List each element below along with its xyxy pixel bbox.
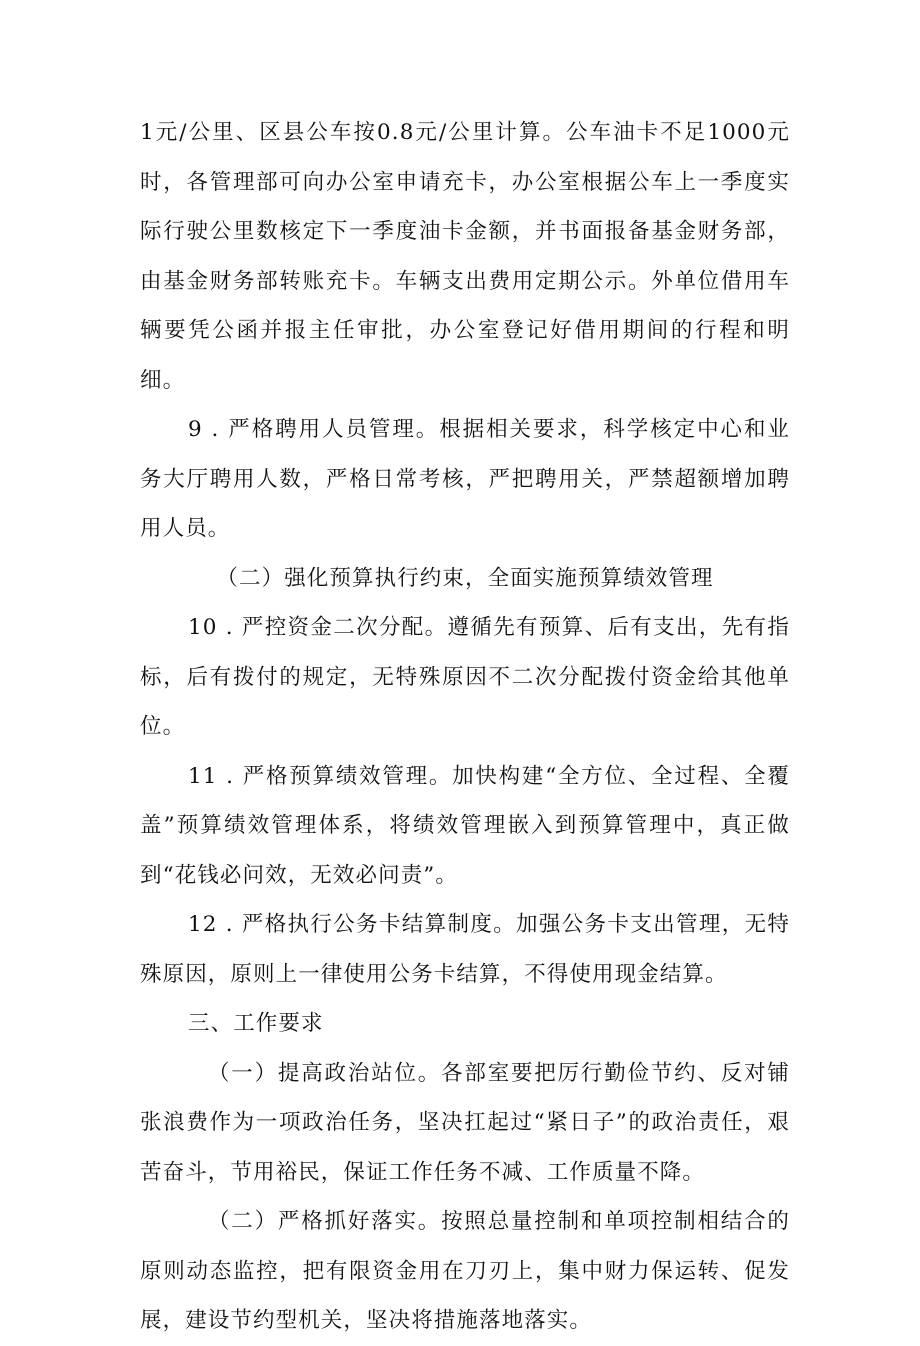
document-body — [140, 108, 790, 1346]
paragraph-vehicle-fuel-card: 1元/公里、区县公车按0.8元/公里计算。公车油卡不足1000元时，各管理部可向办公室申请充卡，办公室根据公车上一季度实际行驶公里数核定下一季度油卡金额，并书面报备基金财务部，由基金财务部转账充卡。车辆支出费用定期公示。外单位借用车辆要凭公函并报主任审批，办公室登记好借用期间的行程和明细。 — [140, 120, 790, 393]
section-heading-budget-execution: （二）强化预算执行约束，全面实施预算绩效管理 — [216, 565, 714, 591]
paragraph-item-9: 9 . 严格聘用人员管理。根据相关要求，科学核定中心和业务大厅聘用人数，严格日常考核，严把聘用关，严禁超额增加聘用人员。 — [140, 417, 790, 541]
paragraph-requirement-1: （一）提高政治站位。各部室要把厉行勤俭节约、反对铺张浪费作为一项政治任务，坚决扛起过“紧日子”的政治责任，艰苦奋斗，节用裕民，保证工作任务不减、工作质量不降。 — [140, 1060, 790, 1185]
section-heading-work-requirements: 三、工作要求 — [188, 1011, 324, 1036]
paragraph-item-12: 12 . 严格执行公务卡结算制度。加强公务卡支出管理，无特殊原因，原则上一律使用公务卡结算，不得使用现金结算。 — [140, 912, 790, 987]
paragraph-item-10: 10 . 严控资金二次分配。遵循先有预算、后有支出，先有指标，后有拨付的规定，无特殊原因不二次分配拨付资金给其他单位。 — [140, 615, 790, 739]
paragraph-item-11: 11 . 严格预算绩效管理。加快构建“全方位、全过程、全覆盖”预算绩效管理体系，将绩效管理嵌入到预算管理中，真正做到“花钱必问效，无效必问责”。 — [140, 763, 790, 888]
paragraph-requirement-2: （二）严格抓好落实。按照总量控制和单项控制相结合的原则动态监控，把有限资金用在刀刃上，集中财力保运转、促发展，建设节约型机关，坚决将措施落地落实。 — [140, 1209, 790, 1333]
